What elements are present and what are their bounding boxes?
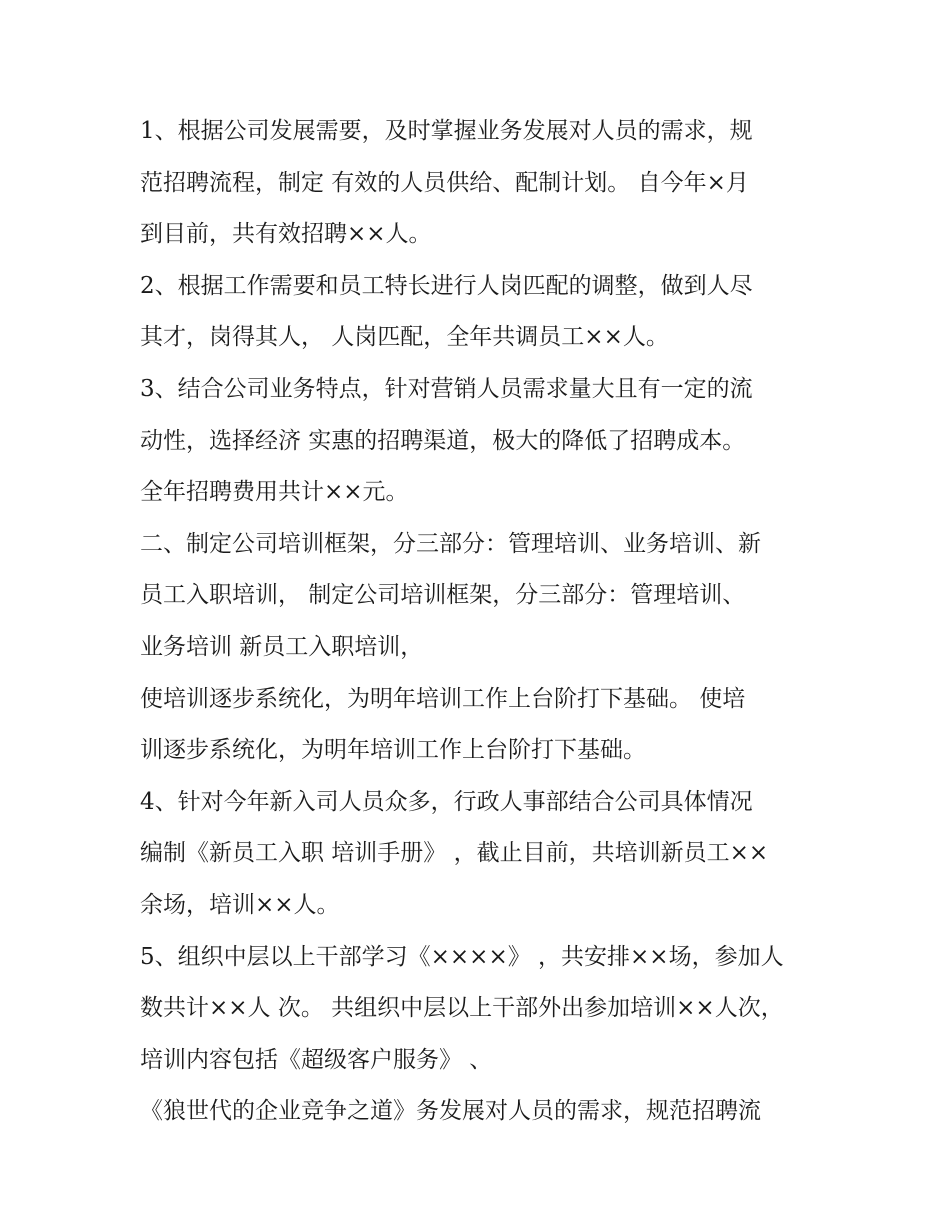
text-line: 员工入职培训， 制定公司培训框架，分三部分：管理培训、 [140,582,746,609]
text-line: 2、根据工作需要和员工特长进行人岗匹配的调整，做到人尽 [140,272,753,299]
text-line: 编制《新员工入职 培训手册》 ，截止目前，共培训新员工×× [140,840,769,867]
text-line: 3、结合公司业务特点，针对营销人员需求量大且有一定的流 [140,375,753,402]
text-line: 余场，培训××人。 [140,891,340,918]
text-line: 业务培训 新员工入职培训， [140,633,424,660]
document-body [140,106,830,1138]
text-line: 5、组织中层以上干部学习《××××》 ，共安排××场，参加人 [140,943,784,970]
text-line: 范招聘流程，制定 有效的人员供给、配制计划。 自今年×月 [140,169,749,196]
text-line: 4、针对今年新入司人员众多，行政人事部结合公司具体情况 [140,788,753,815]
text-line: 全年招聘费用共计××元。 [140,479,409,506]
text-line: 使培训逐步系统化，为明年培训工作上台阶打下基础。 使培 [140,685,746,712]
text-line: 数共计××人 次。 共组织中层以上干部外出参加培训××人次， [140,995,784,1022]
text-line: 训逐步系统化，为明年培训工作上台阶打下基础。 [140,737,646,764]
text-line: 到目前，共有效招聘××人。 [140,221,432,248]
text-line: 二、制定公司培训框架，分三部分：管理培训、业务培训、新 [140,530,761,557]
text-line: 其才，岗得其人， 人岗匹配，全年共调员工××人。 [140,324,669,351]
text-line: 培训内容包括《超级客户服务》 、 [140,1046,493,1073]
text-line: 动性，选择经济 实惠的招聘渠道，极大的降低了招聘成本。 [140,427,746,454]
text-line: 1、根据公司发展需要，及时掌握业务发展对人员的需求，规 [140,118,753,144]
text-line: 《狼世代的企业竞争之道》务发展对人员的需求，规范招聘流 [140,1098,761,1125]
